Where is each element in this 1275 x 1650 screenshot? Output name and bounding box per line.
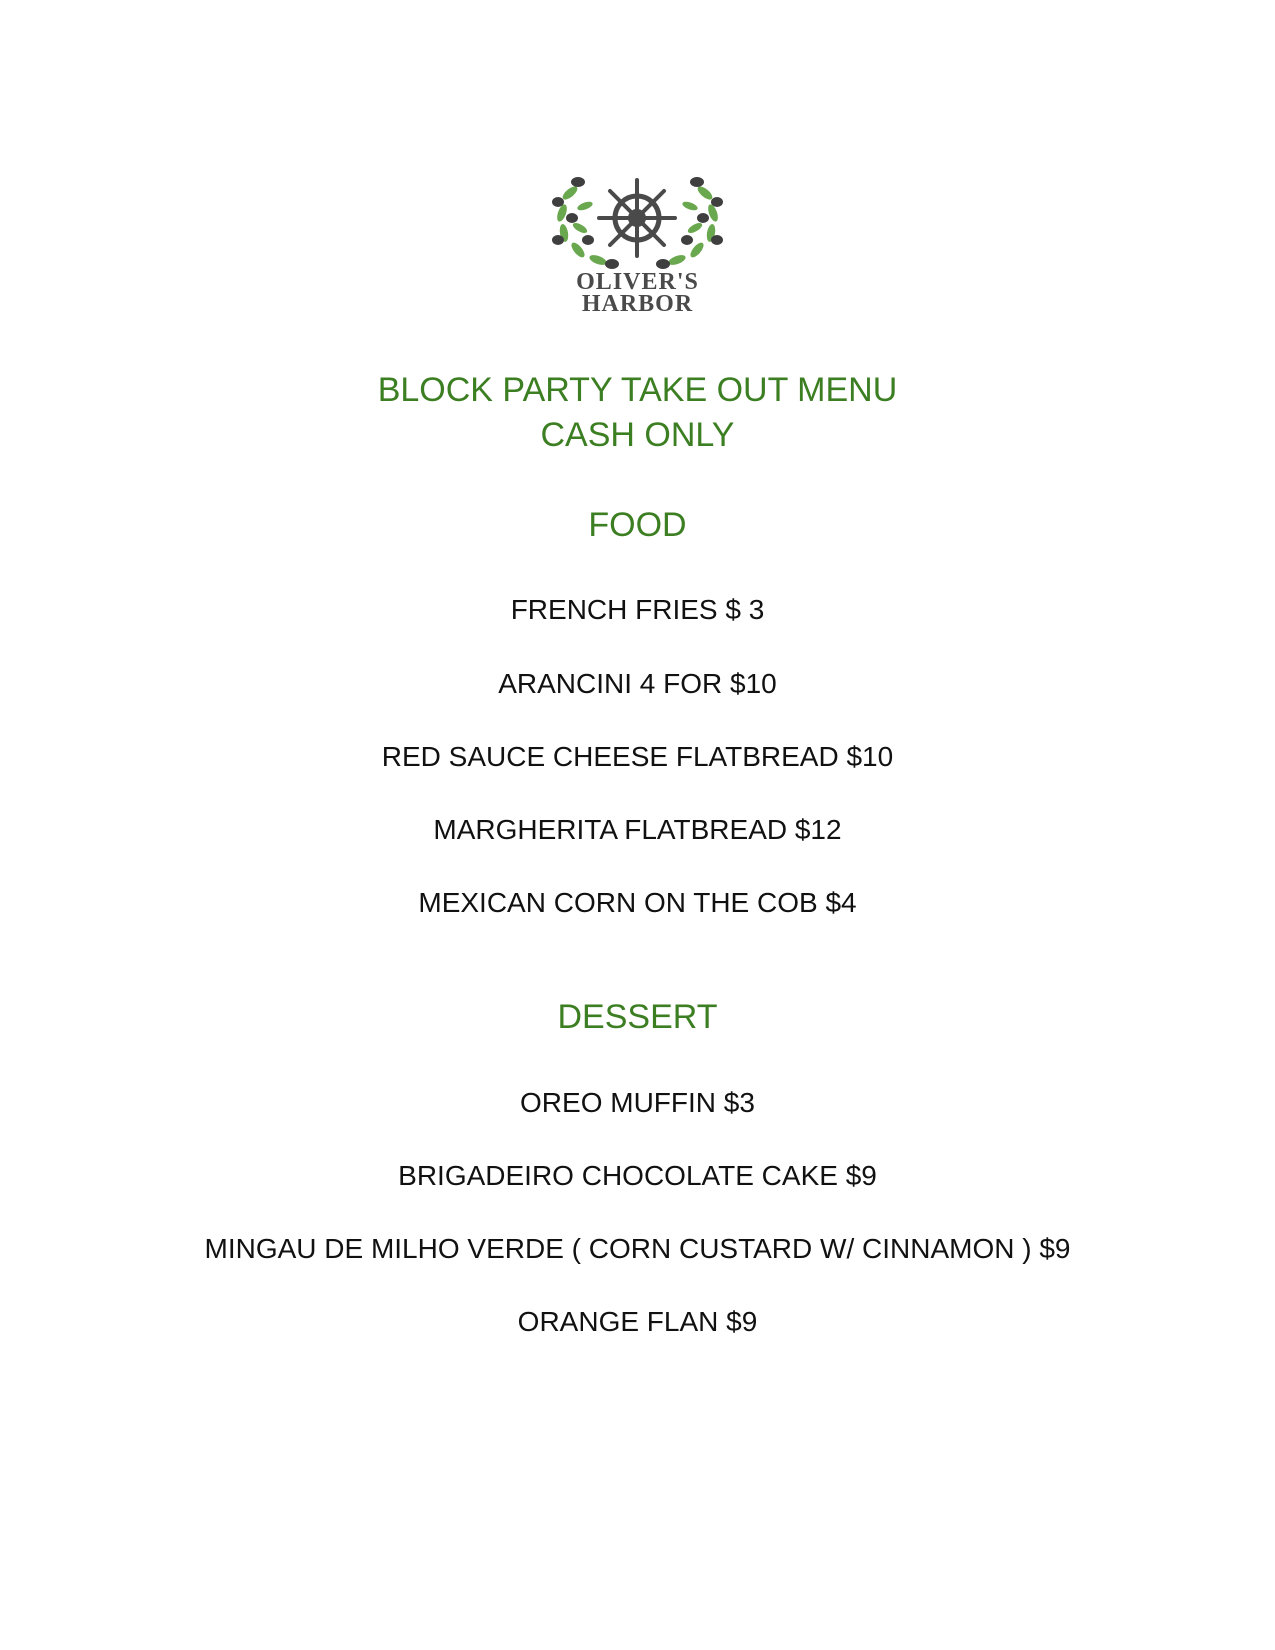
food-heading: FOOD (588, 506, 687, 544)
food-item: FRENCH FRIES $ 3 (510, 594, 765, 625)
dessert-item: BRIGADEIRO CHOCOLATE CAKE $9 (398, 1160, 877, 1191)
food-item: MEXICAN CORN ON THE COB $4 (418, 887, 857, 918)
logo-text-line2: HARBOR (581, 291, 694, 317)
food-item: ARANCINI 4 FOR $10 (498, 668, 777, 699)
food-item: RED SAUCE CHEESE FLATBREAD $10 (381, 741, 894, 772)
dessert-item: ORANGE FLAN $9 (517, 1306, 758, 1337)
logo-text-line1: OLIVER'S (576, 269, 699, 295)
dessert-item: OREO MUFFIN $3 (520, 1087, 755, 1118)
restaurant-logo (550, 168, 725, 318)
ship-wheel-olive-wreath-icon (550, 168, 725, 278)
payment-note: CASH ONLY (540, 416, 735, 454)
food-item: MARGHERITA FLATBREAD $12 (433, 814, 842, 845)
dessert-heading: DESSERT (557, 998, 718, 1036)
dessert-item: MINGAU DE MILHO VERDE ( CORN CUSTARD W/ CINNAMON ) $9 (204, 1233, 1071, 1264)
menu-title: BLOCK PARTY TAKE OUT MENU (377, 371, 898, 409)
